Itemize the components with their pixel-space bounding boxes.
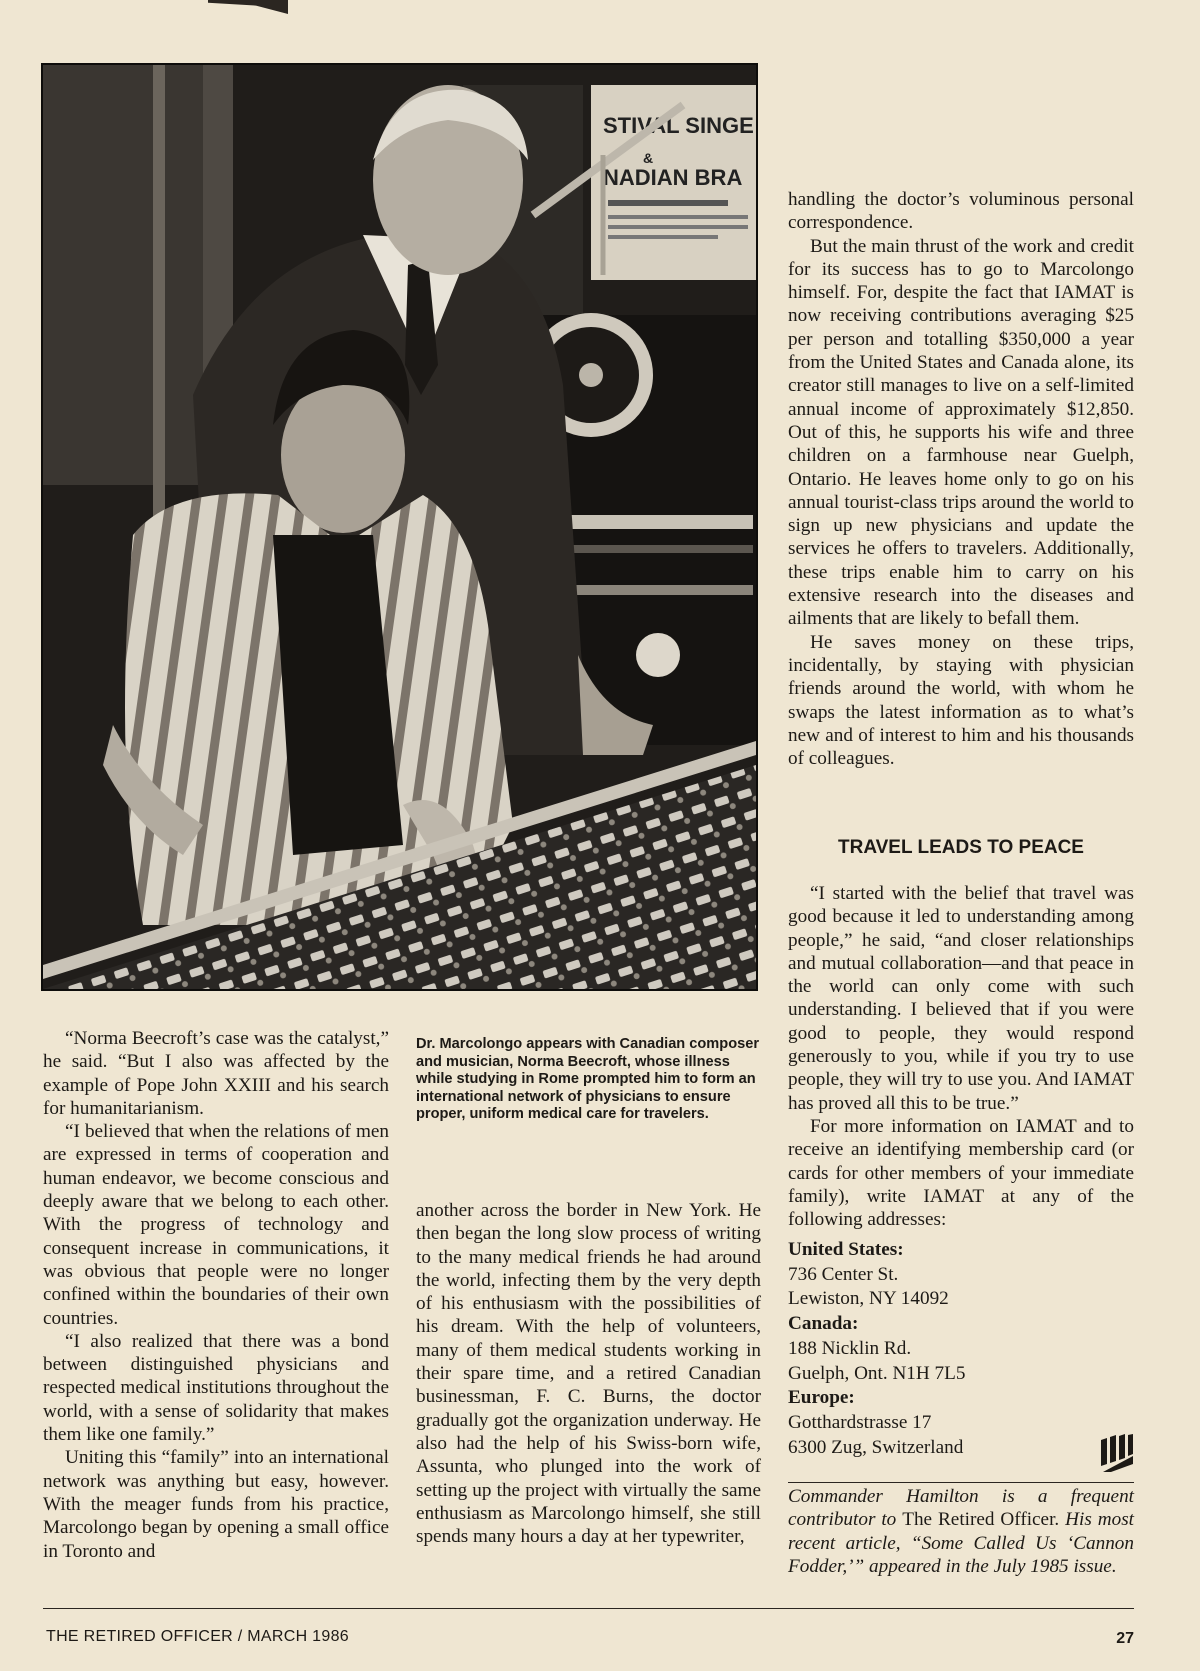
address-line: 6300 Zug, Switzerland — [788, 1436, 964, 1458]
poster-line-1: STIVAL SINGE — [603, 113, 754, 138]
article-column-3-top — [788, 188, 1134, 770]
paragraph: For more information on IAMAT and to receive an identifying membership card (or cards for other members of your immediate family), write IAMAT at any of the following addresses: — [788, 1115, 1134, 1231]
address-label-us: United States: — [788, 1239, 904, 1260]
paragraph: “I believed that when the relations of men are expressed in terms of cooperation and human endeavor, we become conscious and deeply aware that we belong to each other. With the progress of technology and consequent increase in communications, it was obvious that people were no longer confined within the boundaries of their own countries. — [43, 1121, 389, 1329]
paragraph: another across the border in New York. He then began the long slow process of writing to the many medical friends he had around the world, infecting them by the very depth of his enthusiasm with the possibilities of his dream. With the help of volunteers, many of them medical students working in their spare time, and a retired Canadian businessman, F. C. Burns, the doctor gradually got the organization underway. He also had the help of his Swiss-born wife, Assunta, who plunged into the work of setting up the project with virtually the same enthusiasm as Marcolongo himself, she still spends many hours a day at her typewriter, — [416, 1200, 761, 1548]
article-column-3-bottom — [788, 882, 1134, 1231]
paragraph: “I also realized that there was a bond between distinguished physicians and respected medical institutions throughout the world, with a sense of solidarity that makes them like one family.” — [43, 1330, 389, 1446]
bio-text: Commander Hamilton is a frequent contributor to — [788, 1486, 1134, 1531]
poster-line-2: & — [643, 150, 654, 166]
publication-name: The Retired Officer. — [902, 1509, 1060, 1531]
photo-caption: Dr. Marcolongo appears with Canadian composer and musician, Norma Beecroft, whose illness while studying in Rome prompted him to form an international network of physicians to ensure proper, uniform medical care for travelers. — [416, 1036, 760, 1123]
address-list — [788, 1238, 1134, 1460]
end-of-article-icon — [1099, 1434, 1133, 1472]
running-footer: THE RETIRED OFFICER / MARCH 1986 — [46, 1628, 349, 1645]
paragraph: But the main thrust of the work and credit for its success has to go to Marcolongo himself. For, despite the fact that IAMAT is now receiving contributions averaging $25 per person and totalling $350,000 a year from the United States and Canada alone, its creator still manages to live on a self-limited annual income of approximately $12,850. Out of this, he supports his wife and three children on a farmhouse near Guelph, Ontario. He leaves home only to go on his annual tourist-class trips around the world to sign up new physicians and update the services he offers to travelers. Additionally, these trips enable him to carry on his extensive research into the diseases and ailments that are likely to befall them. — [788, 235, 1134, 630]
photo-marcolongo-beecroft — [41, 63, 758, 991]
address-line: Guelph, Ont. N1H 7L5 — [788, 1362, 966, 1384]
paragraph: handling the doctor’s voluminous personal correspondence. — [788, 189, 1134, 234]
poster-line-3: NADIAN BRA — [603, 165, 743, 190]
article-column-2 — [416, 1199, 761, 1548]
address-line: Lewiston, NY 14092 — [788, 1288, 949, 1310]
paragraph: Uniting this “family” into an international network was anything but easy, however. With the meager funds from his practice, Marcolongo began by opening a small office in Toronto and — [43, 1447, 389, 1562]
article-column-1 — [43, 1027, 389, 1563]
address-line: 188 Nicklin Rd. — [788, 1337, 912, 1359]
bio-text: His most recent article, “Some Called Us ‘Cannon Fodder,’” appeared in the July 1985 issue. — [788, 1509, 1135, 1578]
address-label-europe: Europe: — [788, 1387, 855, 1409]
page-number: 27 — [1116, 1630, 1134, 1647]
address-line: Gotthardstrasse 17 — [788, 1411, 932, 1433]
section-heading: TRAVEL LEADS TO PEACE — [838, 837, 1084, 858]
author-bio — [788, 1485, 1134, 1579]
scan-artifact — [208, 0, 288, 14]
bio-divider — [788, 1482, 1134, 1483]
footer-divider — [43, 1608, 1134, 1609]
address-line: 736 Center St. — [788, 1263, 899, 1285]
address-label-canada: Canada: — [788, 1313, 859, 1335]
paragraph: “I started with the belief that travel was good because it led to understanding among people,” he said, “and closer relationships and mutual collaboration—and that peace in the world can only come with such understanding. I believed that if you were good to people, they would respond generously to you, while if you try to use people, they will try to use you. And IAMAT has proved all this to be true.” — [788, 883, 1134, 1114]
paragraph: He saves money on these trips, incidentally, by staying with physician friends around the world, with whom he swaps the latest information as to what’s new and of interest to him and his thousands of colleagues. — [788, 631, 1134, 770]
paragraph: “Norma Beecroft’s case was the catalyst,” he said. “But I also was affected by the example of Pope John XXIII and his search for humanitarianism. — [43, 1028, 389, 1119]
